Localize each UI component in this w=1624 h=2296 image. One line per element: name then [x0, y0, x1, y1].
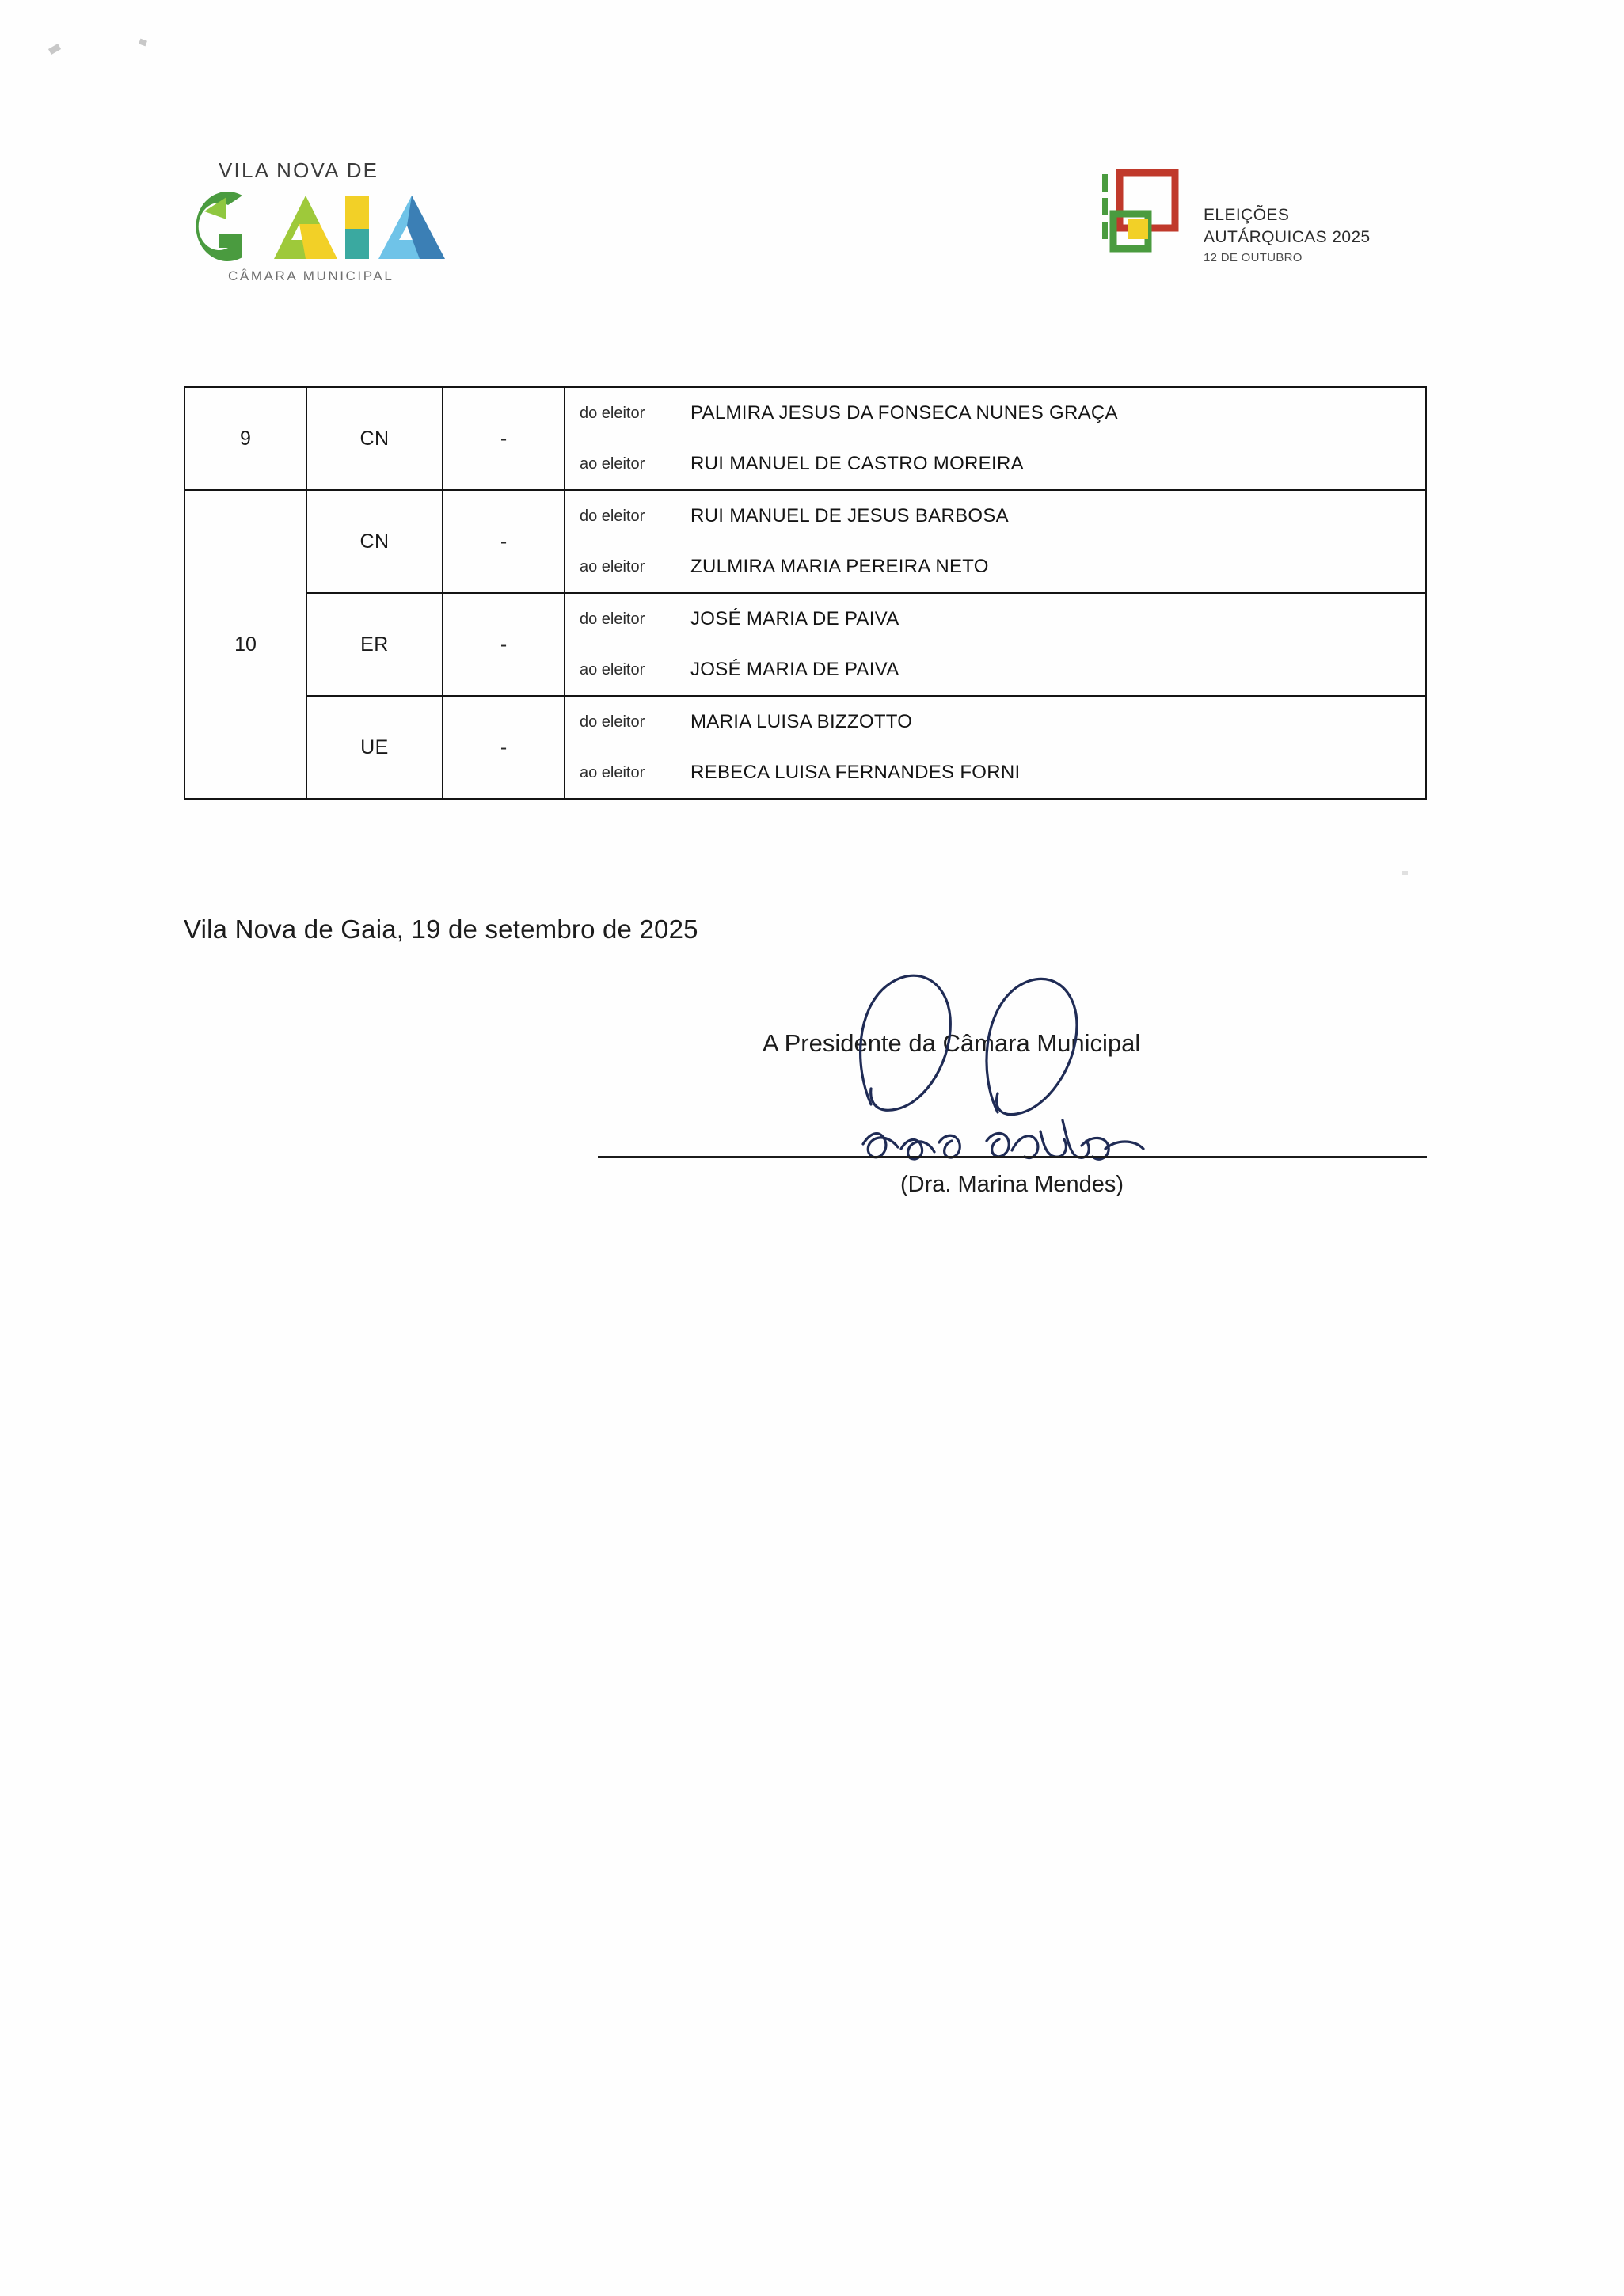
group-names-cell [565, 490, 1426, 593]
group-dash-cell: - [443, 387, 565, 490]
group-number-cell: 9 [184, 387, 306, 490]
elector-from-row [565, 388, 1425, 439]
logo-wordmark [181, 188, 513, 264]
elector-pair [565, 388, 1425, 489]
scan-speck [48, 44, 61, 55]
scan-speck [1402, 871, 1408, 875]
to-label: ao eleitor [580, 660, 645, 679]
to-name: REBECA LUISA FERNANDES FORNI [690, 762, 1021, 783]
from-label: do eleitor [580, 610, 645, 628]
table-row [184, 593, 1426, 696]
elector-pair [565, 594, 1425, 695]
to-label: ao eleitor [580, 763, 645, 781]
elector-from-row [565, 697, 1425, 747]
signature-title: A Presidente da Câmara Municipal [763, 1029, 1141, 1057]
group-dash-cell: - [443, 593, 565, 696]
table-row [184, 490, 1426, 593]
elector-to-row [565, 439, 1425, 489]
logo-bottom-text: CÂMARA MUNICIPAL [228, 268, 394, 283]
group-dash-cell: - [443, 696, 565, 799]
electors-table [184, 386, 1427, 800]
election-logo-icon [1091, 166, 1185, 260]
election-line-3: 12 DE OUTUBRO [1204, 251, 1303, 265]
to-name: JOSÉ MARIA DE PAIVA [690, 659, 899, 680]
group-sigla-cell: ER [306, 593, 443, 696]
table-row [184, 696, 1426, 799]
logo-top-text: VILA NOVA DE [219, 158, 379, 182]
to-name: RUI MANUEL DE CASTRO MOREIRA [690, 453, 1024, 474]
group-names-cell [565, 593, 1426, 696]
elector-pair [565, 697, 1425, 798]
to-name: ZULMIRA MARIA PEREIRA NETO [690, 556, 989, 577]
document-header [0, 158, 1624, 333]
place-and-date: Vila Nova de Gaia, 19 de setembro de 2025 [184, 914, 698, 944]
election-badge [1091, 166, 1371, 266]
group-sigla-cell: CN [306, 387, 443, 490]
elector-pair [565, 491, 1425, 592]
group-sigla-cell: CN [306, 490, 443, 593]
group-sigla-cell: UE [306, 696, 443, 799]
group-number-cell: 10 [184, 490, 306, 799]
signature-line [598, 1156, 1427, 1158]
election-line-1: ELEIÇÕES [1204, 206, 1290, 224]
elector-to-row [565, 542, 1425, 592]
group-names-cell [565, 696, 1426, 799]
scan-speck [139, 39, 147, 47]
table-row [184, 387, 1426, 490]
handwritten-signature [839, 962, 1251, 1199]
from-name: JOSÉ MARIA DE PAIVA [690, 608, 899, 629]
elector-from-row [565, 594, 1425, 644]
election-line-2: AUTÁRQUICAS 2025 [1204, 227, 1371, 246]
elector-to-row [565, 644, 1425, 695]
municipality-logo [181, 158, 513, 284]
to-label: ao eleitor [580, 454, 645, 473]
from-name: RUI MANUEL DE JESUS BARBOSA [690, 505, 1009, 526]
group-dash-cell: - [443, 490, 565, 593]
from-name: MARIA LUISA BIZZOTTO [690, 711, 913, 732]
group-names-cell [565, 387, 1426, 490]
elector-from-row [565, 491, 1425, 542]
from-name: PALMIRA JESUS DA FONSECA NUNES GRAÇA [690, 402, 1118, 424]
from-label: do eleitor [580, 713, 645, 731]
to-label: ao eleitor [580, 557, 645, 576]
electors-table-wrapper [184, 386, 1427, 800]
elector-to-row [565, 747, 1425, 798]
election-badge-text [1204, 204, 1371, 266]
from-label: do eleitor [580, 507, 645, 525]
from-label: do eleitor [580, 404, 645, 422]
signatory-name: (Dra. Marina Mendes) [900, 1172, 1124, 1197]
